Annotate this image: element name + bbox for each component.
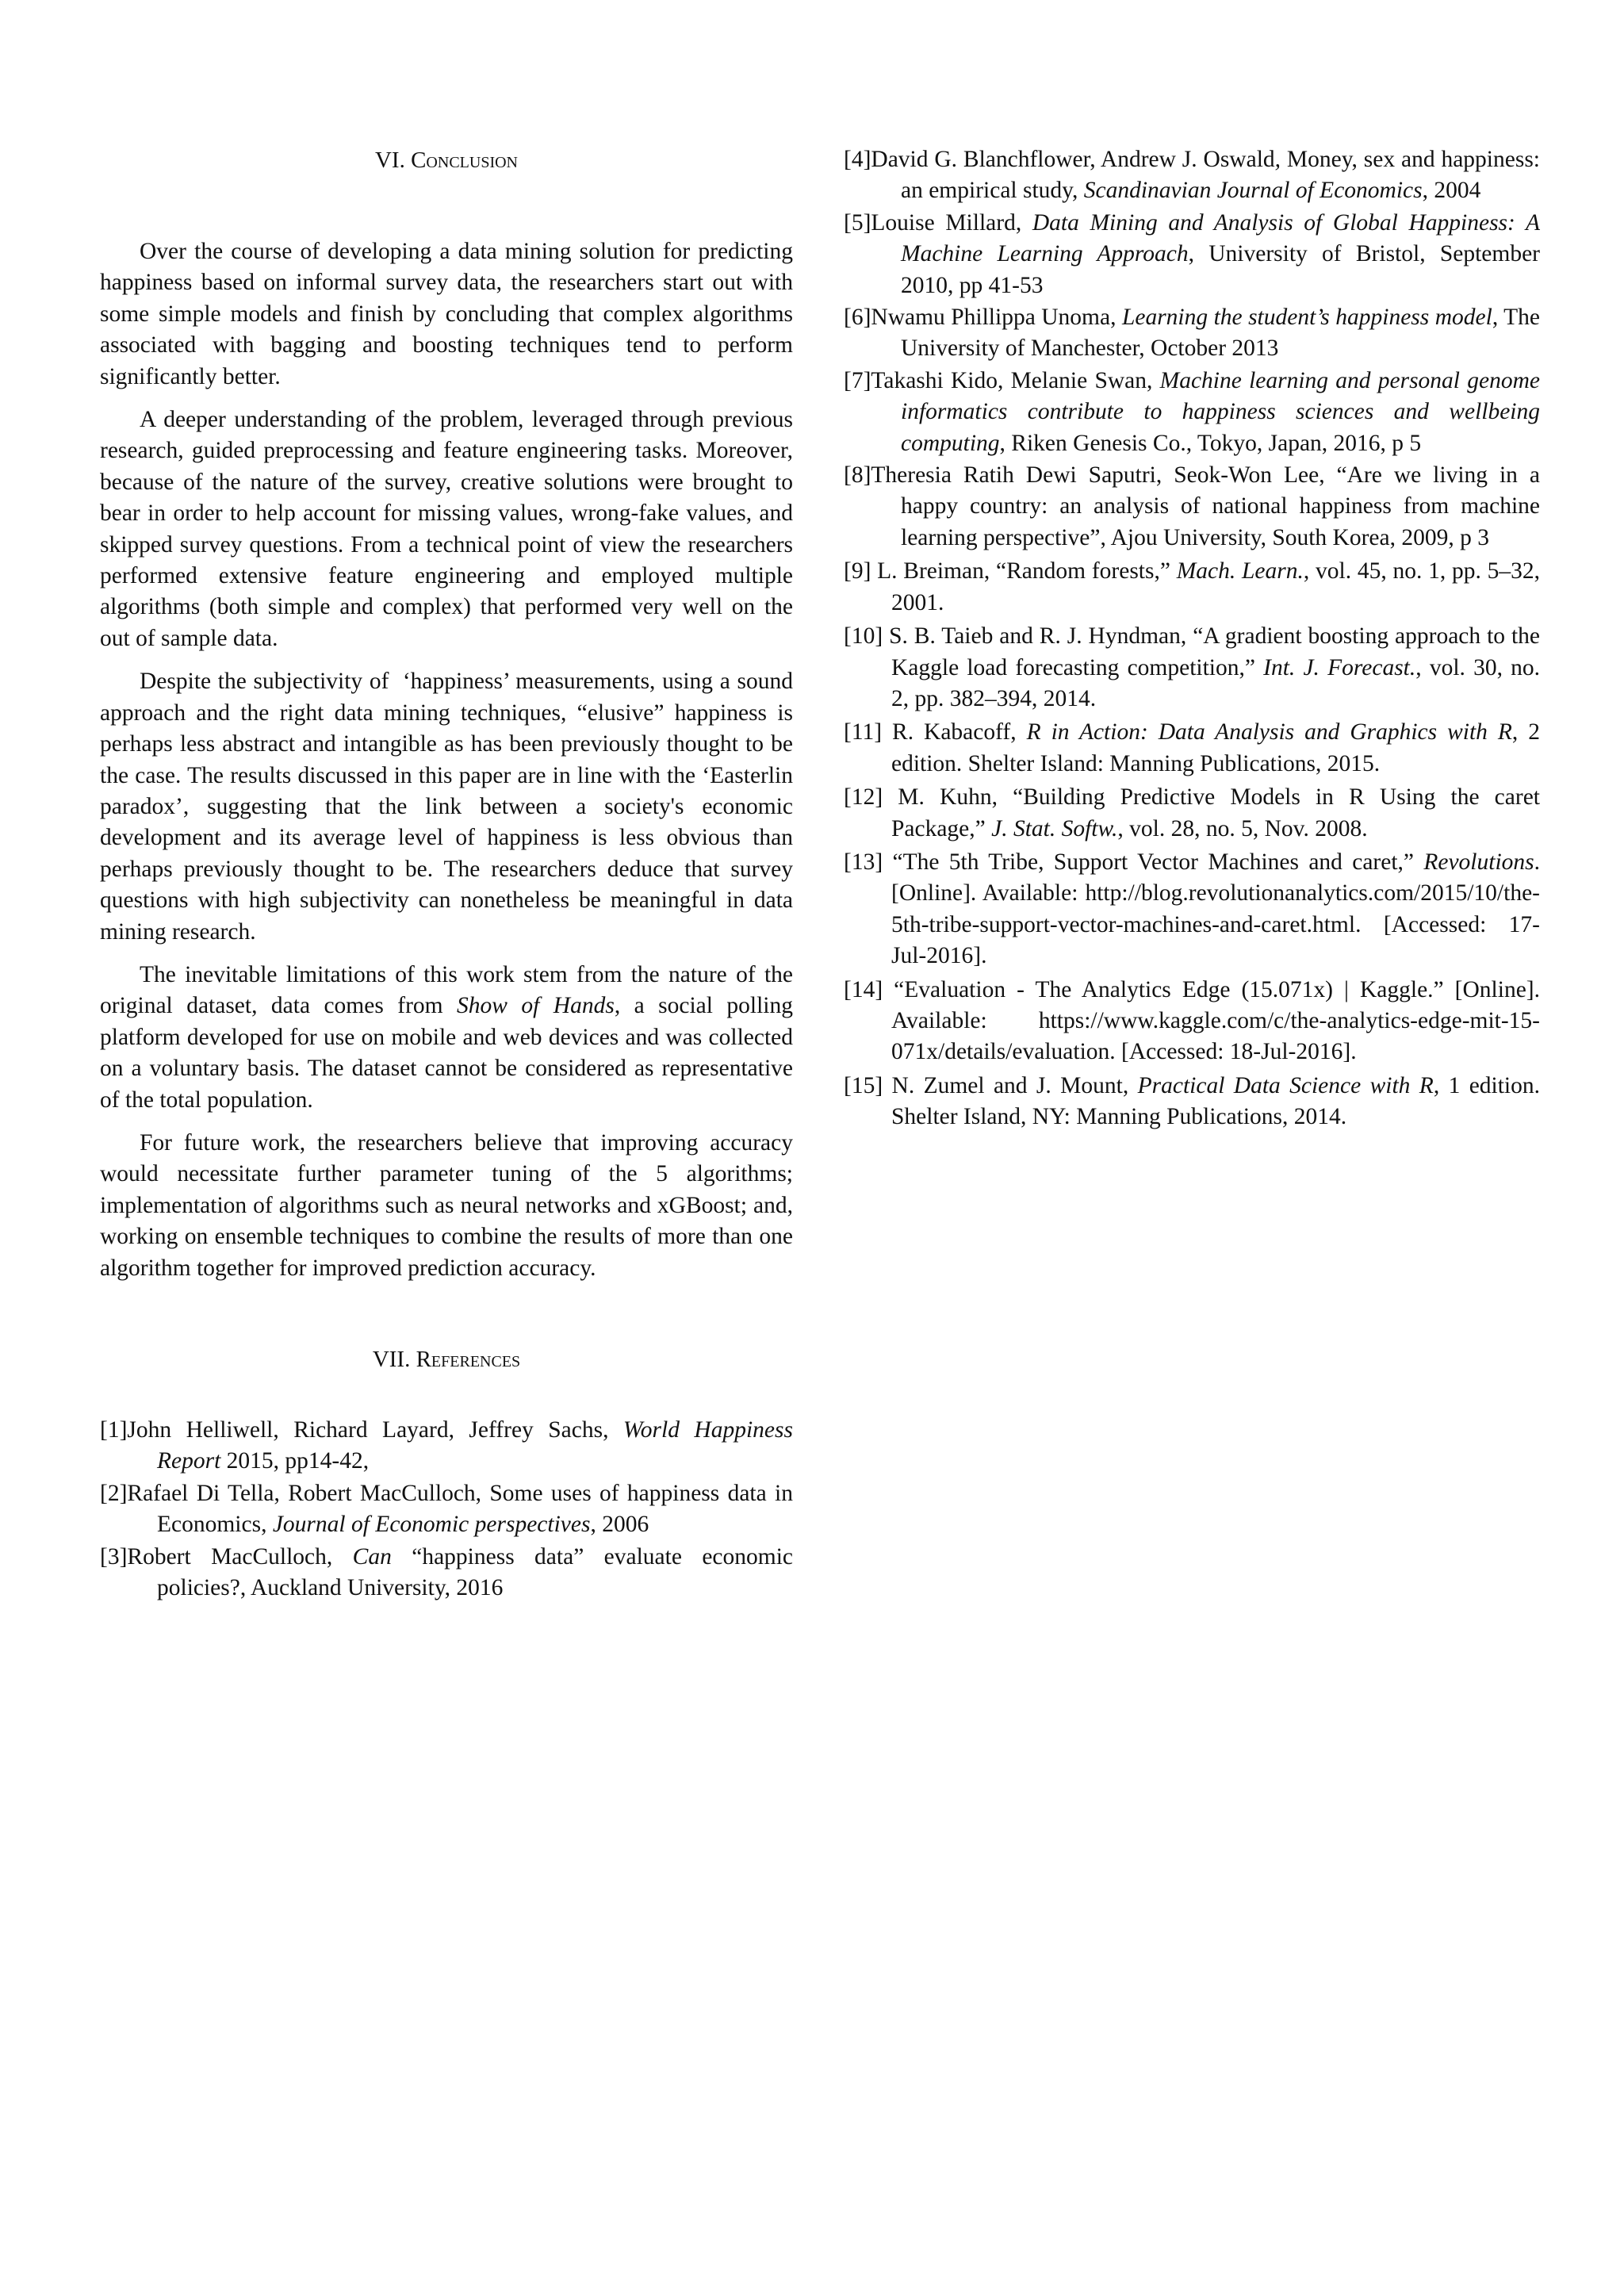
text-run: , a social polling platform developed for use on mobile and web devices and was collected on a voluntary basis. The dataset cannot be considered as representative of the total population.	[100, 993, 793, 1113]
reference-item	[844, 847, 1540, 972]
reference-item	[844, 144, 1540, 207]
text-run: , 2 edition. Shelter Island: Manning Publications, 2015.	[891, 719, 1540, 776]
reference-list-right	[844, 144, 1540, 1133]
text-run: For future work, the researchers believe that improving accuracy would necessitate further parameter tuning of the 5 algorithms; implementation of algorithms such as neural networks and xGBoost; and, working on ensemble techniques to combine the results of more than one algorithm together for improved prediction accuracy.	[100, 1129, 793, 1281]
reference-item	[844, 460, 1540, 554]
reference-item	[844, 556, 1540, 619]
reference-item	[844, 1071, 1540, 1133]
conclusion-body	[100, 236, 793, 1284]
text-run: [6]Nwamu Phillippa Unoma,	[844, 305, 1122, 331]
text-run: [4]David G. Blanchflower, Andrew J. Oswald	[844, 147, 1275, 172]
left-column	[100, 145, 793, 1604]
italic-text: R in Action: Data Analysis and Graphics with R	[1026, 719, 1512, 746]
text-run: [5]Louise Millard,	[844, 209, 1032, 236]
text-run: [11] R. Kabacoff,	[844, 719, 1027, 746]
italic-text: Mach. Learn.	[1176, 558, 1304, 585]
reference-item	[100, 1415, 793, 1478]
italic-text: Scandinavian Journal of Economics	[1083, 178, 1423, 204]
conclusion-paragraph-5	[100, 1128, 793, 1284]
italic-text: Revolutions	[1423, 849, 1534, 875]
text-run: [13] “The 5th Tribe, Support Vector Machines and caret,”	[844, 849, 1424, 875]
text-run: 2015, pp14-42,	[220, 1448, 370, 1474]
italic-text: World Happiness Report	[157, 1417, 793, 1474]
text-run: , vol. 28, no. 5, Nov. 2008.	[1117, 815, 1368, 841]
reference-item	[844, 782, 1540, 845]
italic-text: J. Stat. Softw.	[991, 815, 1118, 841]
conclusion-heading-number: VI.	[374, 148, 405, 173]
text-run: A deeper understanding of the problem, leveraged through previous research, guided preprocessing and feature engineering tasks. Moreover, because of the nature of the survey, creative solutions were brought to bear in order to help account for missing values, wrong-fake values, and skipped survey questions. From a technical point of view the researchers performed extensive feature engineering and employed multiple algorithms (both simple and complex) that performed very well on the out of sample data.	[100, 407, 793, 651]
text-run: , 2006	[590, 1512, 649, 1538]
text-run: [8]Theresia Ratih Dewi Saputri, Seok-Won Lee, “Are we living in a happy country: an analysis of national happiness from machine learning perspective”, Ajou University, South Korea, 2009, p 3	[844, 462, 1540, 550]
right-column	[844, 144, 1540, 1134]
text-run: [10] S. B. Taieb and R. J. Hyndman, “A gradient boosting approach to the Kaggle load forecasting competition,”	[844, 623, 1540, 680]
italic-text: Int. J. Forecast.	[1263, 654, 1416, 680]
text-run: [12] M. Kuhn, “Building Predictive Models in R Using the caret Package,”	[844, 784, 1540, 841]
references-heading	[100, 1344, 793, 1375]
references-heading-number: VII.	[372, 1347, 411, 1372]
text-run: , 2004	[1422, 178, 1481, 204]
reference-item	[100, 1542, 793, 1604]
text-run: The inevitable limitations of this work stem from the nature of the original dataset, data comes from	[100, 961, 793, 1019]
text-run: , The University of Manchester, October 2013	[901, 305, 1540, 362]
text-run: [2]Rafael Di Tella, Robert MacCulloch, Some uses of happiness data in Economics,	[100, 1480, 793, 1538]
text-run: , Riken Genesis Co., Tokyo, Japan, 2016, p 5	[999, 430, 1422, 456]
text-run: [1]John Helliwell, Richard Layard, Jeffrey Sachs,	[100, 1417, 623, 1443]
text-run: [15] N. Zumel and J. Mount,	[844, 1072, 1138, 1098]
text-run: , University of Bristol, September 2010, pp 41-53	[901, 241, 1540, 298]
reference-item	[844, 975, 1540, 1068]
italic-text: Machine learning and personal genome informatics contribute to happiness sciences and wellbeing computing	[901, 367, 1540, 456]
text-run: [14] “Evaluation - The Analytics Edge (15.071x) | Kaggle.” [Online]. Available: https://www.kaggle.com/c/the-analytics-edge-mit-15-071x/details/evaluation. [Accessed: 18-Jul-2016].	[844, 976, 1540, 1065]
reference-item	[844, 208, 1540, 301]
text-run: Despite the subjectivity of ‘happiness’ measurements, using a sound approach and the right data mining techniques, “elusive” happiness is perhaps less abstract and intangible as has been previously thought to be the case. The results discussed in this paper are in line with the ‘Easterlin paradox’, suggesting that the link between a society's economic development and its average level of happiness is less obvious than perhaps previously thought to be. The researchers deduce that survey questions with high subjectivity can nonetheless be meaningful in data mining research.	[100, 669, 793, 945]
reference-item	[844, 717, 1540, 780]
conclusion-paragraph-1	[100, 236, 793, 393]
italic-text: Show of Hands	[457, 993, 615, 1019]
conclusion-heading-title: Conclusion	[411, 148, 518, 173]
conclusion-paragraph-2	[100, 404, 793, 654]
conclusion-paragraph-3	[100, 666, 793, 948]
text-run: , vol. 45, no. 1, pp. 5–32, 2001.	[891, 558, 1540, 615]
text-run: [9] L. Breiman, “Random forests,”	[844, 558, 1177, 585]
italic-text: Practical Data Science with R	[1137, 1072, 1434, 1098]
conclusion-paragraph-4	[100, 960, 793, 1116]
text-run: , vol. 30, no. 2, pp. 382–394, 2014.	[891, 654, 1540, 711]
text-run: Over the course of developing a data mining solution for predicting happiness based on informal survey data, the researchers start out with some simple models and finish by concluding that complex algorithms associated with bagging and boosting techniques tend to perform significantly better.	[100, 239, 793, 389]
text-run: [7]Takashi Kido, Melanie Swan,	[844, 367, 1160, 393]
reference-item	[844, 366, 1540, 459]
text-run: . [Online]. Available: http://blog.revolutionanalytics.com/2015/10/the-5th-tribe-support-vector-machines-and-caret.html. [Accessed: 17-Jul-2016].	[891, 849, 1540, 969]
text-run: Money, sex and happiness: an empirical study,	[901, 147, 1541, 204]
reference-item	[100, 1478, 793, 1541]
references-heading-title: References	[416, 1347, 521, 1372]
reference-list-left	[100, 1415, 793, 1604]
italic-text: Data Mining and Analysis of Global Happiness: A Machine Learning Approach	[901, 209, 1540, 267]
italic-text: ,	[1274, 147, 1281, 172]
italic-text: Can	[352, 1543, 392, 1570]
text-run: “happiness data” evaluate economic policies?, Auckland University, 2016	[157, 1543, 793, 1601]
text-run: [3]Robert MacCulloch,	[100, 1543, 353, 1570]
reference-item	[844, 621, 1540, 715]
reference-item	[844, 302, 1540, 365]
italic-text: Learning the student’s happiness model	[1121, 305, 1492, 331]
conclusion-heading	[100, 145, 793, 176]
text-run: , 1 edition. Shelter Island, NY: Manning Publications, 2014.	[891, 1072, 1540, 1130]
italic-text: Journal of Economic perspectives	[272, 1512, 591, 1538]
